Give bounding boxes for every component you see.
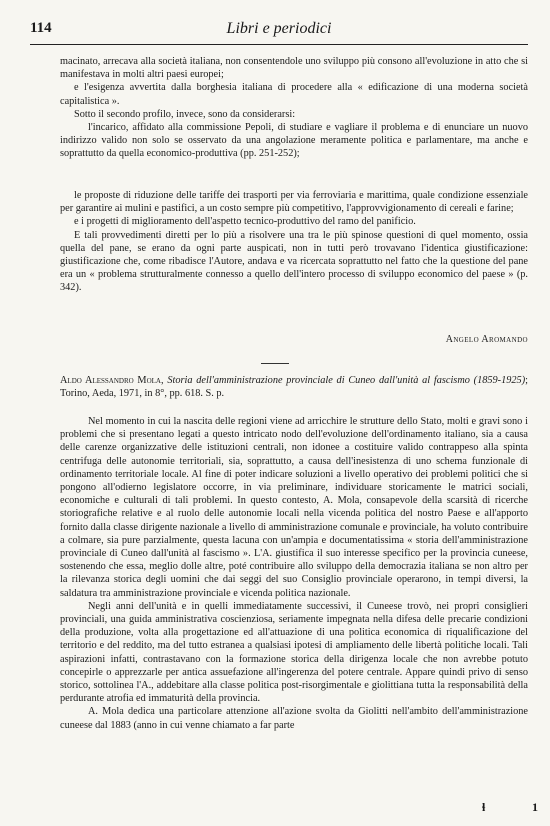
paragraph: Sotto il secondo profilo, invece, sono da considerarsi:	[74, 108, 296, 120]
review-heading: Aldo Alessandro Mola, Storia dell'amministrazione provinciale di Cuneo dall'unità al fascismo (1859-1925); Torino, Aeda, 1971, in 8°, pp. 618. S. p.	[60, 375, 529, 400]
paragraph: le proposte di riduzione delle tariffe dei trasporti per via ferroviaria e marittima, quale condizione essenziale per garantire ai mulini e pastifici, a un costo sempre più competitivo, l'approvvigionamento di cereali e farine;	[60, 190, 528, 215]
header-rule	[30, 44, 528, 45]
section-separator	[261, 363, 289, 364]
paragraph: l'incarico, affidato alla commissione Pepoli, di studiare e vagliare il problema e di enunciare un nuovo indirizzo valido non solo se osservato da una angolazione meramente politica e parlamentare, ma anche e soprattutto da quella economico-produttiva (pp. 251-252);	[60, 122, 528, 160]
review-author: Aldo Alessandro Mola	[60, 375, 161, 386]
review-body	[60, 415, 528, 732]
paragraph: macinato, arrecava alla società italiana, non consentendole uno sviluppo più consono all'evoluzione in atto che si manifestava in molti altri paesi europei;	[60, 56, 528, 81]
page-number: 114	[30, 20, 52, 36]
review-signature: Angelo Aromando	[445, 334, 528, 345]
margin-mark: 1	[532, 800, 538, 814]
review-book-title: Storia dell'amministrazione provinciale di Cuneo dall'unità al fascismo (1859-1925)	[167, 375, 526, 386]
section1-part1	[60, 55, 528, 161]
margin-mark: ɬ	[482, 800, 486, 814]
paragraph: E tali provvedimenti diretti per lo più a risolvere una tra le più spinose questioni di quel momento, ossia quella del pane, se erano da ogni parte auspicati, non in tutti però trovavano l'identica giustificazione: giustificazione che, come ribadisce l'Autore, andava e va ricercata soprattutto nel fatto che la questione del pane era un « problema strutturalmente connesso a quello dell'intero processo di sviluppo economico del paese » (p. 342).	[60, 229, 528, 294]
review-publication-info: ; Torino, Aeda, 1971, in 8°, pp. 618. S. p.	[60, 375, 529, 400]
paragraph: Nel momento in cui la nascita delle regioni viene ad arricchire le strutture dello Stato, molti e gravi sono i problemi che si presentano legati a questo intricato nodo dell'evoluzione dell'ordinamento italiano, sia a causa delle carenze organizzative delle istituzioni centrali, non idonee a costituire valido contrappeso alla spinta centrifuga delle autonomie territoriali, sia, soprattutto, a causa dell'inesistenza di uno schema funzionale di ordinamento territoriale locale. Al fine di poter indicare soluzioni a livello operativo dei problemi politici che si pongono all'odierno legislatore occorre, in via preliminare, individuare storicamente le matrici sociali, economiche e culturali di tali problemi. In questo contesto, A. Mola, consapevole della scarsità di ricerche storiografiche relative e al ruolo delle autonomie locali nella vicenda politica del nostro Paese e all'apporto fornito dalla classe dirigente nazionale a livello di amministrazione comunale e provinciale, ha voluto contribuire a colmare, sia pure parzialmente, questa lacuna con un'ampia e documentatissima « storia dell'amministrazione provinciale di Cuneo dall'unità al fascismo ». L'A. giustifica il suo interesse specifico per la provincia cuneese, sostenendo che essa, meglio dolle altre, poté contribuire allo sviluppo della democrazia italiana se non altro per la rilevanza storica degli uomini che dai seggi del suo Consiglio provinciale operarono, in tempi diversi, la saldatura tra amministrazione provinciale e vicenda politica nazionale.	[60, 416, 528, 599]
page-header	[30, 20, 528, 38]
section1-part2	[60, 189, 528, 295]
running-title: Libri e periodici	[226, 20, 332, 37]
paragraph: Negli anni dell'unità e in quelli immediatamente successivi, il Cuneese trovò, nei propri consiglieri provinciali, una guida amministrativa coscienziosa, seriamente impegnata nella difesa delle precarie condizioni della produzione, volta alla progettazione ed all'attuazione di una politica economica di riqualificazione del territorio e del reddito, ma del tutto estranea a qualsiasi ipotesi di ampliamento delle libertà politiche locali. Tali aspirazioni infatti, contrastavano con la formazione storica della dirigenza locale che non avrebbe potuto concepirle o apprezzarle per antica assuefazione all'ingerenza del potere centrale. Appare quindi privo di senso storico, sottolinea l'A., addebitare alla classe politica post-risorgimentale e giolittiana tutta la responsabilità della perdurante atrofia ed immaturità della provincia.	[60, 600, 528, 705]
paragraph: A. Mola dedica una particolare attenzione all'azione svolta da Giolitti nell'ambito dell'amministrazione cuneese dal 1883 (anno in cui venne chiamato a far parte	[60, 706, 528, 731]
paragraph: e l'esigenza avvertita dalla borghesia italiana di procedere alla « edificazione di una moderna società capitalistica ».	[60, 82, 528, 107]
paragraph: e i progetti di miglioramento dell'aspetto tecnico-produttivo del ramo del panificio.	[74, 216, 416, 228]
